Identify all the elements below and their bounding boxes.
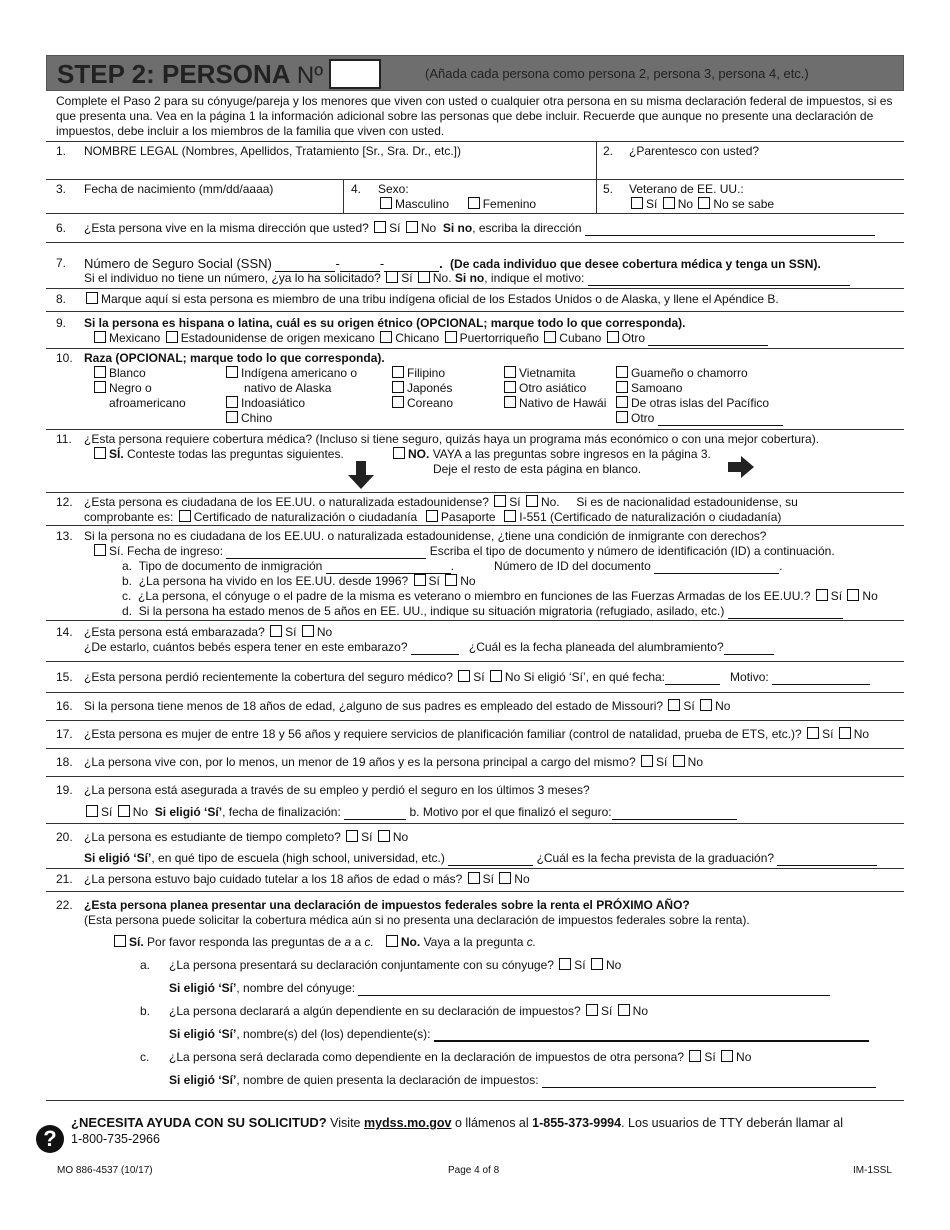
otro-race-checkbox[interactable]: [616, 411, 628, 423]
q22b-yes-checkbox[interactable]: [586, 1004, 598, 1016]
doc-id-field[interactable]: [654, 561, 779, 574]
arrow-down-icon: [348, 461, 374, 489]
spouse-name-field[interactable]: [358, 983, 830, 996]
q22-label: ¿Esta persona planea presentar una declaración de impuestos federales sobre la renta el PRÓXIMO AÑO?: [84, 898, 690, 912]
due-date-field[interactable]: [724, 642, 774, 655]
q10-num: 10.: [56, 351, 73, 365]
help-question-icon: ?: [36, 1125, 64, 1153]
q3-num: 3.: [56, 182, 67, 196]
q19-text: ¿La persona está asegurada a través de su empleo y perdió el seguro en los últimos 3 meses?: [84, 783, 590, 797]
q22-yes-checkbox[interactable]: [114, 935, 126, 947]
q22a-lbl: a.: [140, 958, 151, 972]
row-q20: [46, 823, 904, 868]
filipino-checkbox[interactable]: [392, 366, 404, 378]
q11-yes-checkbox[interactable]: [94, 447, 106, 459]
q9-num: 9.: [56, 316, 67, 330]
q14-text: ¿Esta persona está embarazada? Sí No: [84, 625, 333, 639]
form-code: IM-1SSL: [853, 1165, 892, 1176]
coverage-lost-date-field[interactable]: [665, 672, 720, 685]
q4-num: 4.: [351, 182, 362, 196]
q21-no-checkbox[interactable]: [499, 872, 511, 884]
q7-text: Número de Seguro Social (SSN) - - . (De cada individuo que desee cobertura médica y tenga un SSN).: [84, 256, 821, 271]
row-q19: [46, 776, 904, 823]
q22c-lbl: c.: [140, 1050, 150, 1064]
samoano-checkbox[interactable]: [616, 381, 628, 393]
q2-num: 2.: [603, 144, 614, 158]
q13c-no-checkbox[interactable]: [847, 589, 859, 601]
q22-line2: (Esta persona puede solicitar la cobertura médica aún si no presenta una declaración de impuestos federales sobre la renta).: [84, 913, 750, 927]
puertorriqueno-checkbox[interactable]: [445, 331, 457, 343]
row-q3-q5: [46, 179, 904, 213]
q22c-text: ¿La persona será declarada como dependiente en la declaración de impuestos de otra persona? Sí No: [169, 1050, 752, 1064]
q11-text: ¿Esta persona requiere cobertura médica? (Incluso si tiene seguro, quizás haya un programa más económico o con una mejor cobertura).: [84, 432, 820, 446]
q13-a: a. Tipo de documento de inmigración . Número de ID del documento .: [122, 559, 783, 573]
step-header: [46, 55, 904, 91]
q15-yes-checkbox[interactable]: [458, 670, 470, 682]
veteran-no-checkbox[interactable]: [663, 197, 675, 209]
q12-no-checkbox[interactable]: [526, 495, 538, 507]
header-note: (Añada cada persona como persona 2, persona 3, persona 4, etc.): [425, 66, 809, 81]
person-number-box[interactable]: [329, 59, 381, 89]
q14-no-checkbox[interactable]: [302, 625, 314, 637]
i551-checkbox[interactable]: [504, 510, 516, 522]
divider: [596, 142, 597, 179]
q5-label: Veterano de EE. UU.:: [629, 182, 744, 196]
babies-count-field[interactable]: [411, 642, 459, 655]
row-q21: [46, 868, 904, 891]
q6-yes-checkbox[interactable]: [374, 221, 386, 233]
passport-checkbox[interactable]: [426, 510, 438, 522]
q22b-line2: Si eligió ‘Sí’, nombre(s) del (los) dependiente(s):: [169, 1027, 869, 1042]
intro-text: Complete el Paso 2 para su cónyuge/pareja y los menores que viven con usted o cualquier otra persona en su misma declaración federal de impuestos, si es que presenta una. Vea en la página 1 la información adicional sobre las personas que debe incluir. Recuerde que aunque no presente una declaración de impuestos, debe incluir a los miembros de la familia que viven con usted.: [56, 94, 893, 138]
q9-label: Si la persona es hispana o latina, cuál es su origen étnico (OPCIONAL; marque todo lo que corresponda).: [84, 316, 686, 330]
q16-text: Si la persona tiene menos de 18 años de edad, ¿alguno de sus padres es empleado del estado de Missouri? Sí No: [84, 699, 731, 713]
row-q8: [46, 288, 904, 311]
q7-num: 7.: [56, 256, 67, 270]
q22a-text: ¿La persona presentará su declaración conjuntamente con su cónyuge? Sí No: [169, 958, 622, 972]
row-q1-q2: [46, 141, 904, 179]
row-q17: [46, 720, 904, 748]
row-q13: [46, 525, 904, 620]
race-col4: Vietnamita Otro asiático Nativo de Hawái: [502, 366, 606, 411]
q18-text: ¿La persona vive con, por lo menos, un menor de 19 años y es la persona principal a cargo del mismo? Sí No: [84, 755, 704, 769]
q17-text: ¿Esta persona es mujer de entre 18 y 56 años y requiere servicios de planificación familiar (control de natalidad, prueba de ETS, etc.)? Sí No: [84, 727, 870, 741]
q22b-text: ¿La persona declarará a algún dependiente en su declaración de impuestos? Sí No: [169, 1004, 648, 1018]
q8-tribe-checkbox[interactable]: [86, 292, 98, 304]
q19-num: 19.: [56, 783, 73, 797]
q11-num: 11.: [56, 432, 72, 446]
q20-text: ¿La persona es estudiante de tiempo completo? Sí No: [84, 830, 409, 844]
q13b-yes-checkbox[interactable]: [414, 574, 426, 586]
vietnamita-checkbox[interactable]: [504, 366, 516, 378]
negro-checkbox[interactable]: [94, 381, 106, 393]
filer-name-field[interactable]: [542, 1075, 876, 1088]
q19-line2: Sí No Si eligió ‘Sí’, fecha de finalización: b. Motivo por el que finalizó el seguro:: [84, 805, 737, 820]
q3-label: Fecha de nacimiento (mm/dd/aaaa): [84, 182, 274, 196]
q12-yes-checkbox[interactable]: [494, 495, 506, 507]
q4-label: Sexo:: [378, 182, 409, 196]
race-col2: Indígena americano o nativo de Alaska Indoasiático Chino: [224, 366, 357, 426]
q19-yes-checkbox[interactable]: [86, 805, 98, 817]
q15-num: 15.: [56, 670, 73, 684]
q13-c: c. ¿La persona, el cónyuge o el padre de la misma es veterano o miembro en funciones de las Fuerzas Armadas de los EE.UU.? Sí No: [122, 589, 878, 603]
row-q22: [46, 891, 904, 1101]
q11-yes: SÍ. Conteste todas las preguntas siguientes.: [92, 447, 344, 462]
q8-text: Marque aquí si esta persona es miembro de una tribu indígena oficial de los Estados Unidos o de Alaska, y llene el Apéndice B.: [84, 292, 779, 307]
q6-text: ¿Esta persona vive en la misma dirección que usted? Sí No Si no, escriba la dirección: [84, 221, 875, 236]
q18-num: 18.: [56, 755, 73, 769]
hawaii-checkbox[interactable]: [504, 396, 516, 408]
veteran-yes-checkbox[interactable]: [631, 197, 643, 209]
q22b-no-checkbox[interactable]: [618, 1004, 630, 1016]
row-q16: [46, 692, 904, 720]
q4-options: Masculino Femenino: [378, 197, 536, 212]
q21-text: ¿La persona estuvo bajo cuidado tutelar a los 18 años de edad o más? Sí No: [84, 872, 530, 886]
q12-num: 12.: [56, 495, 73, 509]
q11-no-note: Deje el resto de esta página en blanco.: [433, 462, 642, 476]
chicano-checkbox[interactable]: [380, 331, 392, 343]
q13-b: b. ¿La persona ha vivido en los EE.UU. desde 1996? Sí No: [122, 574, 476, 588]
entry-date-field[interactable]: [226, 546, 426, 559]
japones-checkbox[interactable]: [392, 381, 404, 393]
divider: [343, 180, 344, 213]
q20-line2: Si eligió ‘Sí’, en qué tipo de escuela (high school, universidad, etc.) ¿Cuál es la fecha prevista de la graduación?: [84, 851, 877, 866]
immigration-status-field[interactable]: [728, 606, 843, 619]
q20-num: 20.: [56, 830, 73, 844]
q7-line2: Si el individuo no tiene un número, ¿ya lo ha solicitado? Sí No. Si no, indique el motivo:: [84, 271, 850, 286]
q15-text: ¿Esta persona perdió recientemente la cobertura del seguro médico? Sí No Si eligió ‘Sí’, en qué fecha: Motivo:: [84, 670, 870, 685]
femenino-checkbox[interactable]: [468, 197, 480, 209]
arrow-right-icon: [728, 456, 754, 478]
q22-no-checkbox[interactable]: [386, 935, 398, 947]
q8-num: 8.: [56, 292, 67, 306]
q19-reason-field[interactable]: [612, 807, 737, 820]
q5-options: Sí No No se sabe: [629, 197, 774, 212]
chino-checkbox[interactable]: [226, 411, 238, 423]
school-type-field[interactable]: [448, 853, 533, 866]
masculino-checkbox[interactable]: [380, 197, 392, 209]
naturalization-checkbox[interactable]: [179, 510, 191, 522]
row-q7: [46, 242, 904, 288]
mydss-link[interactable]: mydss.mo.gov: [363, 1116, 452, 1130]
q22a-no-checkbox[interactable]: [591, 958, 603, 970]
otro-origin-field[interactable]: [648, 333, 768, 346]
q13-d: d. Si la persona ha estado menos de 5 años en EE. UU., indique su situación migratoria (refugiado, asilado, etc.): [122, 604, 843, 619]
row-q9: [46, 311, 904, 348]
q22-options: Sí. Por favor responda las preguntas de a a c. No. Vaya a la pregunta c.: [112, 935, 536, 950]
mexicano-checkbox[interactable]: [94, 331, 106, 343]
graduation-date-field[interactable]: [777, 853, 877, 866]
veteran-unknown-checkbox[interactable]: [698, 197, 710, 209]
q7-reason-field[interactable]: [588, 273, 850, 286]
q14-line2: ¿De estarlo, cuántos bebés espera tener en este embarazo? ¿Cuál es la fecha planeada del alumbramiento?: [84, 640, 774, 655]
otro-asiatico-checkbox[interactable]: [504, 381, 516, 393]
q13-num: 13.: [56, 529, 73, 543]
q7-yes-checkbox[interactable]: [386, 271, 398, 283]
pacific-checkbox[interactable]: [616, 396, 628, 408]
q18-no-checkbox[interactable]: [673, 755, 685, 767]
q9-options: Mexicano Estadounidense de origen mexicano Chicano Puertorriqueño Cubano Otro: [92, 331, 768, 346]
indoasiatico-checkbox[interactable]: [226, 396, 238, 408]
guameno-checkbox[interactable]: [616, 366, 628, 378]
mexamerican-checkbox[interactable]: [166, 331, 178, 343]
q7-no-checkbox[interactable]: [418, 271, 430, 283]
q2-label: ¿Parentesco con usted?: [629, 144, 760, 158]
q12-line2: comprobante es: Certificado de naturalización o ciudadanía Pasaporte I-551 (Certificado de naturalización o ciudadanía): [84, 510, 782, 524]
row-q12: [46, 492, 904, 525]
q22b-lbl: b.: [140, 1004, 151, 1018]
q13b-no-checkbox[interactable]: [445, 574, 457, 586]
q17-no-checkbox[interactable]: [839, 727, 851, 739]
q6-address-field[interactable]: [585, 223, 875, 236]
race-col3: Filipino Japonés Coreano: [390, 366, 453, 411]
row-q11: [46, 429, 904, 492]
coverage-lost-reason-field[interactable]: [772, 672, 870, 685]
divider: [596, 180, 597, 213]
dependents-names-field[interactable]: [434, 1028, 869, 1042]
q13c-yes-checkbox[interactable]: [816, 589, 828, 601]
doc-type-field[interactable]: [326, 561, 451, 574]
row-q6: [46, 213, 904, 242]
q22a-line2: Si eligió ‘Sí’, nombre del cónyuge:: [169, 981, 830, 996]
indigena-checkbox[interactable]: [226, 366, 238, 378]
race-col1: Blanco Negro o afroamericano: [92, 366, 186, 411]
q20-yes-checkbox[interactable]: [346, 830, 358, 842]
q11-no: NO. VAYA a las preguntas sobre ingresos en la página 3.: [391, 447, 711, 462]
q19-end-date-field[interactable]: [344, 807, 406, 820]
q13-yes-checkbox[interactable]: [94, 544, 106, 556]
q1-label: NOMBRE LEGAL (Nombres, Apellidos, Tratamiento [Sr., Sra. Dr., etc.]): [84, 144, 462, 158]
q16-yes-checkbox[interactable]: [668, 699, 680, 711]
q19-no-checkbox[interactable]: [118, 805, 130, 817]
q22-num: 22.: [56, 898, 73, 912]
q21-yes-checkbox[interactable]: [468, 872, 480, 884]
q20-no-checkbox[interactable]: [378, 830, 390, 842]
q12-text: ¿Esta persona es ciudadana de los EE.UU. o naturalizada estadounidense? Sí No. Si es de nacionalidad estadounidense, su: [84, 495, 798, 509]
q16-no-checkbox[interactable]: [700, 699, 712, 711]
help-text: ¿NECESITA AYUDA CON SU SOLICITUD? Visite mydss.mo.gov o llámenos al 1-855-373-9994. Los usuarios de TTY deberán llamar al 1-800-735-2966: [71, 1115, 843, 1146]
otro-race-field[interactable]: [658, 413, 783, 426]
q17-num: 17.: [56, 727, 73, 741]
q6-num: 6.: [56, 221, 67, 235]
q15-no-checkbox[interactable]: [490, 670, 502, 682]
q22c-no-checkbox[interactable]: [721, 1050, 733, 1062]
q22c-yes-checkbox[interactable]: [689, 1050, 701, 1062]
q17-yes-checkbox[interactable]: [807, 727, 819, 739]
race-col5: Guameño o chamorro Samoano De otras islas del Pacífico Otro: [614, 366, 783, 426]
coreano-checkbox[interactable]: [392, 396, 404, 408]
form-number: MO 886-4537 (10/17): [57, 1165, 153, 1176]
q1-num: 1.: [56, 144, 67, 158]
page-number: Page 4 of 8: [448, 1165, 500, 1176]
blanco-checkbox[interactable]: [94, 366, 106, 378]
q10-label: Raza (OPCIONAL; marque todo lo que corresponda).: [84, 351, 385, 365]
q11-no-checkbox[interactable]: [393, 447, 405, 459]
q13-line2: Sí. Fecha de ingreso: Escriba el tipo de documento y número de identificación (ID) a continuación.: [92, 544, 835, 559]
step-title: STEP 2: PERSONA Nº: [57, 59, 323, 89]
q18-yes-checkbox[interactable]: [641, 755, 653, 767]
form-page: [46, 55, 904, 1101]
q6-no-checkbox[interactable]: [406, 221, 418, 233]
q14-yes-checkbox[interactable]: [270, 625, 282, 637]
cubano-checkbox[interactable]: [544, 331, 556, 343]
q14-num: 14.: [56, 625, 73, 639]
q21-num: 21.: [56, 872, 73, 886]
row-q18: [46, 748, 904, 776]
q5-num: 5.: [603, 182, 614, 196]
q16-num: 16.: [56, 699, 73, 713]
row-q15: [46, 661, 904, 692]
q22c-line2: Si eligió ‘Sí’, nombre de quien presenta la declaración de impuestos:: [169, 1073, 876, 1088]
otro-origin-checkbox[interactable]: [607, 331, 619, 343]
row-q10: [46, 348, 904, 429]
q13-text: Si la persona no es ciudadana de los EE.UU. o naturalizada estadounidense, ¿tiene una condición de inmigrante con derechos?: [84, 529, 767, 543]
q22a-yes-checkbox[interactable]: [559, 958, 571, 970]
row-q14: [46, 620, 904, 661]
